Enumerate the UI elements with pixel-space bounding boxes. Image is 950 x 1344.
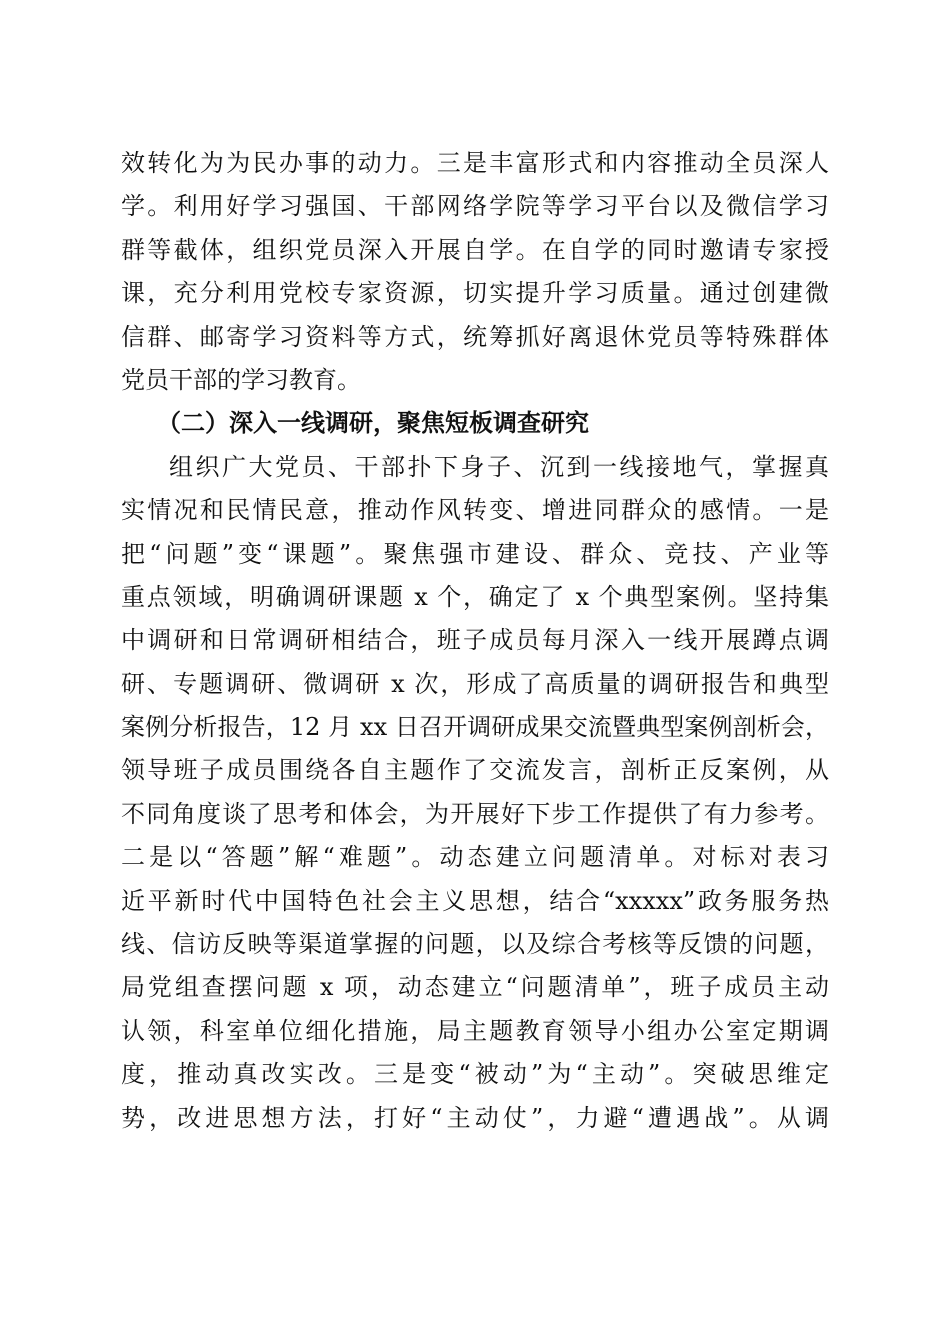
- text-line: 群等截体，组织党员深入开展自学。在自学的同时邀请专家授: [121, 235, 829, 264]
- text-line: 研、专题调研、微调研 x 次，形成了高质量的调研报告和典型: [121, 669, 829, 698]
- text-line: 度，推动真改实改。三是变“被动”为“主动”。突破思维定: [121, 1060, 829, 1089]
- text-line: 重点领域，明确调研课题 x 个，确定了 x 个典型案例。坚持集: [121, 582, 829, 611]
- text-line: 课，充分利用党校专家资源，切实提升学习质量。通过创建微: [121, 279, 829, 308]
- text-line: 学。利用好学习强国、干部网络学院等学习平台以及微信学习: [121, 192, 829, 221]
- text-line: 中调研和日常调研相结合，班子成员每月深入一线开展蹲点调: [121, 626, 829, 655]
- text-line: 领导班子成员围绕各自主题作了交流发言，剖析正反案例，从: [121, 756, 829, 785]
- text-line: 党员干部的学习教育。: [121, 365, 361, 394]
- text-line: 二是以“答题”解“难题”。动态建立问题清单。对标对表习: [121, 843, 829, 872]
- text-line: 把“问题”变“课题”。聚焦强市建设、群众、竞技、产业等: [121, 539, 829, 568]
- text-line: 组织广大党员、干部扑下身子、沉到一线接地气，掌握真: [169, 452, 829, 481]
- text-line: 案例分析报告，12 月 xx 日召开调研成果交流暨典型案例剖析会，: [121, 713, 829, 742]
- text-line: 线、信访反映等渠道掌握的问题，以及综合考核等反馈的问题，: [121, 930, 829, 959]
- text-line: 近平新时代中国特色社会主义思想，结合“xxxxx”政务服务热: [121, 886, 829, 915]
- text-line: 信群、邮寄学习资料等方式，统筹抓好离退休党员等特殊群体: [121, 322, 829, 351]
- text-line: 势，改进思想方法，打好“主动仗”，力避“遭遇战”。从调: [121, 1103, 829, 1132]
- text-line: 认领，科室单位细化措施，局主题教育领导小组办公室定期调: [121, 1016, 829, 1045]
- text-line: 局党组查摆问题 x 项，动态建立“问题清单”，班子成员主动: [121, 973, 829, 1002]
- paragraph-2: [121, 446, 829, 1140]
- text-line: 实情况和民情民意，推动作风转变、增进同群众的感情。一是: [121, 496, 829, 525]
- section-heading: （二）深入一线调研，聚焦短板调查研究: [157, 409, 589, 438]
- text-line: 效转化为为民办事的动力。三是丰富形式和内容推动全员深人: [121, 149, 829, 177]
- document-body: [121, 142, 829, 1140]
- paragraph-1: [121, 142, 829, 402]
- text-line: 不同角度谈了思考和体会，为开展好下步工作提供了有力参考。: [121, 799, 829, 828]
